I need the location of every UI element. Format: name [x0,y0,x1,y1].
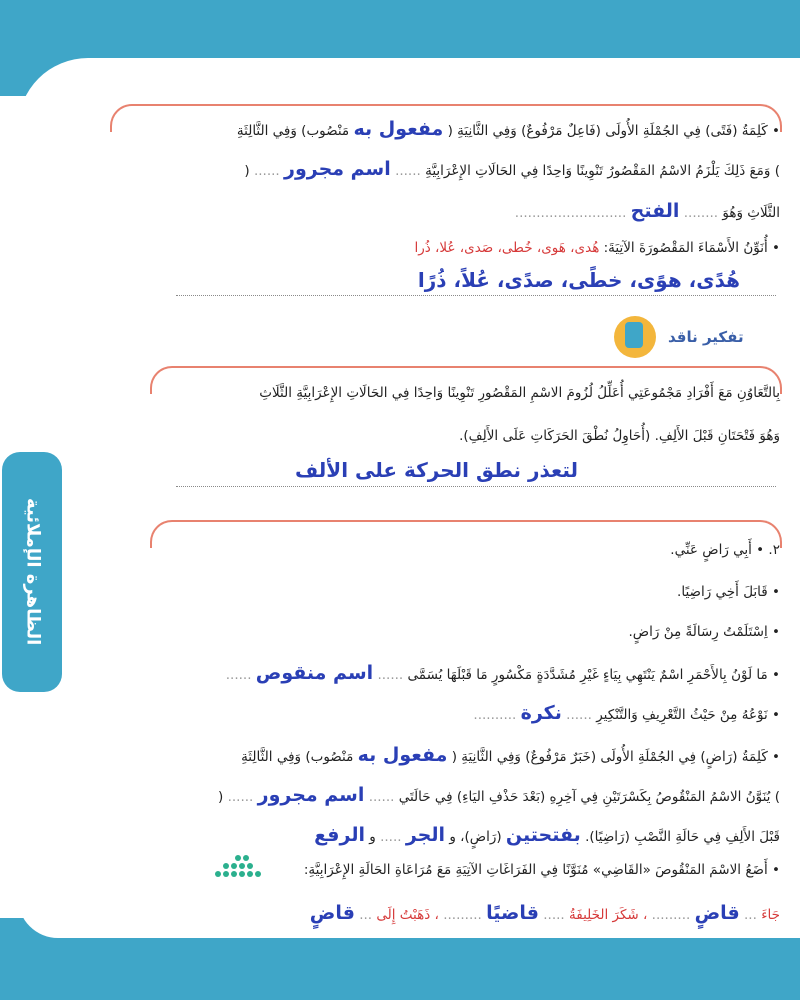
s2-l8-and: و [369,829,376,845]
think-line1: بِالتَّعَاوُنِ مَعَ أَفْرَادِ مَجْمُوعَتِي أُعَلِّلُ لُزُومَ الاسْمِ المَقْصُورِ تَنْوِينًا وَاحِدًا فِي الحَالَاتِ الإِعْرَابِيَّةِ الثَّلَاثِ [259,385,780,401]
s1-l3-text: الثَّلَاثِ وَهُوَ [722,205,780,221]
s1-line1 [237,118,780,140]
s2-l7-start: ( [218,789,224,805]
s2-l10-c: ، ذَهَبْتُ إِلَى [376,907,439,923]
s1-l1-answer: مفعول به [353,118,444,140]
think-answer-line [176,486,776,487]
s1-l2-start: ( [244,163,250,179]
s1-l1-text: • كَلِمَةُ (فَتًى) فِي الجُمْلَةِ الأُولَى (فَاعِلٌ مَرْفُوعٌ) وَفِي الثَّانِيَةِ ( [447,123,780,139]
s1-line2: ) وَمَعَ ذَلِكَ يَلْزَمُ الاسْمُ المَقْصُورُ تَنْوِينًا وَاحِدًا فِي الحَالَاتِ الإِعْرَابِيَّةِ ...... اسم مجرور ...... ( [244,158,780,180]
s2-line5: • نَوْعُهُ مِنْ حَيْثُ التَّعْرِيفِ وَالتَّنْكِيرِ ...... نكرة .......... [473,702,780,724]
s2-l8-end: قَبْلَ الأَلِفِ فِي حَالَةِ النَّصْبِ (رَاضِيًا). [585,829,780,845]
ministry-logo [212,854,268,884]
s2-l10-a-answer: قاضٍ [694,902,740,924]
s2-line9: • أَضَعُ الاسْمَ المَنْقُوصَ «القَاضِي» مُنَوَّنًا فِي الفَرَاغَاتِ الآتِيَةِ مَعَ مُرَاعَاةِ الحَالَةِ الإِعْرَابِيَّةِ: [303,862,780,878]
s2-l8-answer1: الرفع [314,824,365,846]
s2-l7-answer: اسم مجرور [257,784,365,806]
s2-l5-answer: نكرة [520,702,562,724]
s2-l7-end: ) يُنَوَّنُ الاسْمُ المَنْقُوصُ بِكَسْرَتَيْنِ فِي آخِرِهِ (بَعْدَ حَذْفِ اليَاءِ) فِي حَالَتَي [398,789,780,805]
s2-l10-b: ، شَكَرَ الخَلِيفَةُ [569,907,648,923]
s1-l3-answer: الفتح [630,200,680,222]
s1-l2-answer: اسم مجرور [284,158,391,180]
s1-l2-end: ) وَمَعَ ذَلِكَ يَلْزَمُ الاسْمُ المَقْصُورُ تَنْوِينًا وَاحِدًا فِي الحَالَاتِ الإِعْرَابِيَّةِ [425,163,780,179]
s2-l4-answer: اسم منقوص [255,662,374,684]
think-title: تفكير ناقد [668,328,744,346]
s2-line6 [241,744,780,766]
s1-l1-end: مَنْصُوب) وَفِي الثَّالِثَةِ [236,123,350,139]
s2-l5-text: • نَوْعُهُ مِنْ حَيْثُ التَّعْرِيفِ وَالتَّنْكِيرِ [596,707,780,723]
think-line2: وَهُوَ فَتْحَتَانِ قَبْلَ الأَلِفِ. (أُحَاوِلُ نُطْقَ الحَرَكَاتِ عَلَى الأَلِفِ). [459,428,780,444]
page-sheet [18,58,800,938]
s2-line1: ٢. • أَبِي رَاضٍ عَنِّي. [670,542,780,558]
think-answer: لتعذر نطق الحركة على الألف [294,458,578,482]
s2-l8-answer2: الجر [405,824,446,846]
s2-line4: • مَا لَوْنُ بِالأَحْمَرِ اسْمٌ يَنْتَهِي بِيَاءٍ غَيْرِ مُشَدَّدَةٍ مَكْسُورٍ مَا قَبْلَهَا يُسَمَّى ...... اسم منقوص ...... [225,662,780,684]
s1-line5-answer: هُدًى، هوًى، خطًى، صدًى، عُلاً، ذُرًا [417,268,740,292]
side-tab-label: الظاهرة الإملائية [22,498,44,646]
s1-answer-line [176,295,776,296]
s2-l4-text: • مَا لَوْنُ بِالأَحْمَرِ اسْمٌ يَنْتَهِي بِيَاءٍ غَيْرِ مُشَدَّدَةٍ مَكْسُورٍ مَا قَبْلَهَا يُسَمَّى [407,667,780,683]
s2-line7: ) يُنَوَّنُ الاسْمُ المَنْقُوصُ بِكَسْرَتَيْنِ فِي آخِرِهِ (بَعْدَ حَذْفِ اليَاءِ) فِي حَالَتَي ...... اسم مجرور ...... ( [218,784,780,806]
s2-l10-c-answer: قاضٍ [309,902,355,924]
s2-line8: قَبْلَ الأَلِفِ فِي حَالَةِ النَّصْبِ (رَاضِيًا). بفتحتين (رَاضٍ)، و الجر ..... و الرفع [314,824,780,846]
s2-line3: • اِسْتَلَمْتُ رِسَالَةً مِنْ رَاضٍ. [628,624,780,640]
think-icon-glyph [625,322,643,348]
s2-line10: جَاءَ ... قاضٍ ......... ، شَكَرَ الخَلِيفَةُ ..... قاضيًا ......... ، ذَهَبْتُ إِلَى ... قاضٍ [309,902,780,924]
s1-line4 [414,240,780,256]
s2-l8-answer3: بفتحتين [505,824,581,846]
s2-l10-a: جَاءَ [761,907,780,923]
s1-line3: الثَّلَاثِ وَهُوَ ........ الفتح .......................... [514,200,780,222]
s2-l6-end: مَنْصُوب) وَفِي الثَّالِثَةِ [241,749,354,765]
s2-l10-b-answer: قاضيًا [486,902,539,924]
s2-l6-answer: مفعول به [357,744,448,766]
s1-l4-text: • أُنَوِّنُ الأَسْمَاءَ المَقْصُورَةَ الآتِيَةَ: [603,240,780,256]
s2-l6-text: • كَلِمَةُ (رَاضٍ) فِي الجُمْلَةِ الأُولَى (خَبَرٌ مَرْفُوعٌ) وَفِي الثَّانِيَةِ ( [451,749,780,765]
s1-l4-words: هُدى، هَوى، خُطى، صَدى، عُلا، ذُرا [414,240,600,256]
s2-l8-mid: (رَاضٍ)، و [449,829,502,845]
s2-line2: • قَابَلَ أَخِي رَاضِيًا. [677,584,780,600]
